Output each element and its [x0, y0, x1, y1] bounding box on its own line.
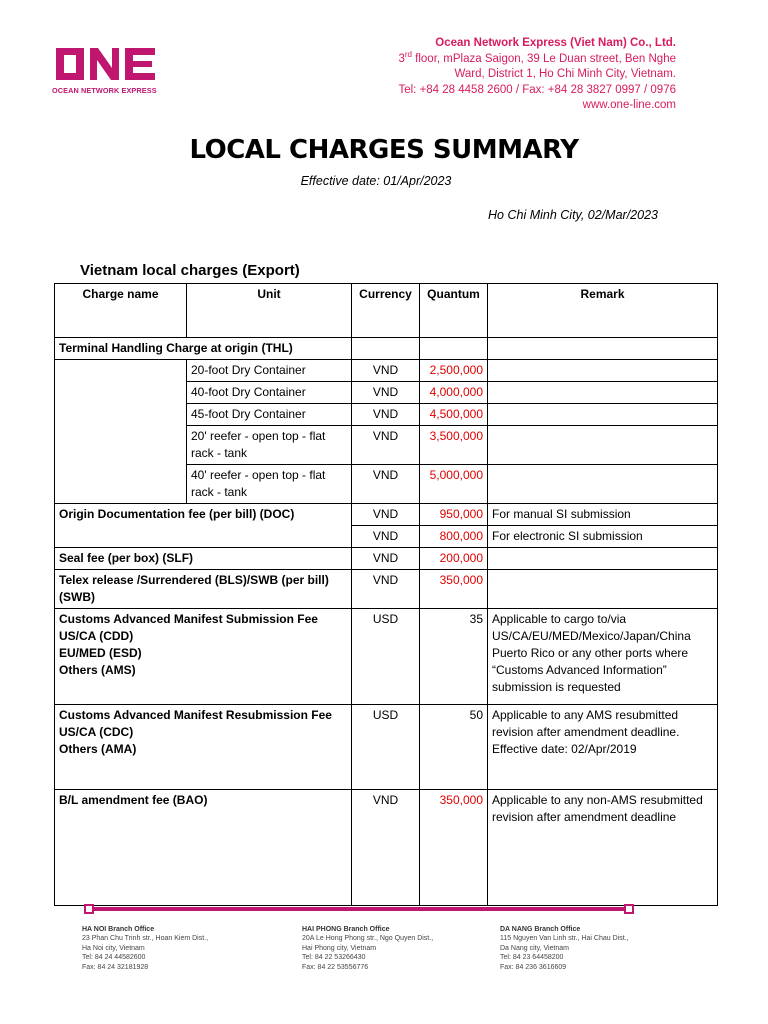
company-address-line2: Ward, District 1, Ho Chi Minh City, Vietnam. — [454, 68, 676, 81]
page-title: LOCAL CHARGES SUMMARY — [189, 135, 579, 165]
quantum-cell: 50 — [420, 705, 488, 790]
quantum-cell: 35 — [420, 609, 488, 705]
remark-cell — [488, 548, 718, 570]
currency-cell: VND — [352, 382, 420, 404]
footer-divider — [84, 904, 634, 913]
office-hanoi — [82, 925, 208, 972]
office-tel: Tel: 84 22 53266430 — [302, 954, 366, 962]
quantum-cell: 350,000 — [420, 570, 488, 609]
office-danang — [500, 925, 629, 972]
company-address-line1 — [398, 49, 676, 68]
header-remark: Remark — [488, 284, 718, 338]
office-name: HA NOI Branch Office — [82, 926, 155, 933]
charge-name: Terminal Handling Charge at origin (THL) — [55, 338, 352, 360]
address-text: floor, mPlaza Saigon, 39 Le Duan street, Ben Nghe — [411, 52, 676, 65]
currency-cell: VND — [352, 360, 420, 382]
currency-cell: VND — [352, 404, 420, 426]
quantum-cell: 2,500,000 — [420, 360, 488, 382]
footer-line — [94, 907, 624, 911]
quantum-cell: 5,000,000 — [420, 465, 488, 504]
table-row — [55, 504, 718, 526]
table-row — [55, 790, 718, 906]
remark-cell — [488, 426, 718, 465]
unit-cell: 40-foot Dry Container — [187, 382, 352, 404]
company-logo — [52, 44, 160, 95]
table-row — [55, 609, 718, 705]
charge-name: Seal fee (per box) (SLF) — [55, 548, 352, 570]
charge-name — [55, 705, 352, 790]
office-city: Hai Phong city, Vietnam — [302, 944, 377, 952]
footer-square-left — [84, 904, 94, 914]
quantum-cell: 3,500,000 — [420, 426, 488, 465]
office-name: DA NANG Branch Office — [500, 926, 581, 933]
unit-cell: 40' reefer - open top - flat rack - tank — [187, 465, 352, 504]
office-name: HAI PHONG Branch Office — [302, 926, 390, 933]
charge-name: B/L amendment fee (BAO) — [55, 790, 352, 906]
remark-cell — [488, 382, 718, 404]
header-charge-name: Charge name — [55, 284, 187, 338]
remark-cell: For manual SI submission — [488, 504, 718, 526]
quantum-cell: 4,500,000 — [420, 404, 488, 426]
currency-cell: USD — [352, 705, 420, 790]
office-tel: Tel: 84 23 64458200 — [500, 954, 564, 962]
charge-subcode: EU/MED (ESD) — [59, 646, 142, 660]
charge-subcode: US/CA (CDD) — [59, 629, 134, 643]
section-title: Vietnam local charges (Export) — [80, 262, 300, 279]
one-logo-mark — [52, 44, 158, 84]
currency-cell: VND — [352, 465, 420, 504]
table-row — [55, 570, 718, 609]
remark-cell: For electronic SI submission — [488, 526, 718, 548]
effective-date: Effective date: 01/Apr/2023 — [300, 174, 452, 188]
header-unit: Unit — [187, 284, 352, 338]
table-header-row — [55, 284, 718, 338]
floor-suffix: rd — [404, 49, 412, 59]
remark-cell: Applicable to any AMS resubmitted revision after amendment deadline. Effective date: 02/Apr/2019 — [488, 705, 718, 790]
currency-cell: VND — [352, 790, 420, 906]
currency-cell: VND — [352, 570, 420, 609]
office-address: 115 Nguyen Van Linh str., Hai Chau Dist., — [500, 935, 629, 943]
company-website[interactable]: www.one-line.com — [582, 99, 676, 112]
remark-cell — [488, 404, 718, 426]
footer-square-right — [624, 904, 634, 914]
office-address: 20A Le Hong Phong str., Ngo Quyen Dist., — [302, 935, 434, 943]
table-row — [55, 705, 718, 790]
currency-cell: VND — [352, 426, 420, 465]
charge-name: Origin Documentation fee (per bill) (DOC) — [55, 504, 352, 548]
table-row — [55, 338, 718, 360]
remark-cell: Applicable to any non-AMS resubmitted revision after amendment deadline — [488, 790, 718, 906]
remark-cell — [488, 360, 718, 382]
currency-cell: USD — [352, 609, 420, 705]
company-phone: Tel: +84 28 4458 2600 / Fax: +84 28 3827 0997 / 0976 — [398, 83, 676, 96]
office-fax: Fax: 84 22 53556776 — [302, 963, 369, 971]
remark-cell: Applicable to cargo to/via US/CA/EU/MED/Mexico/Japan/China Puerto Rico or any other ports where “Customs Advanced Information” submission is requested — [488, 609, 718, 705]
dateline: Ho Chi Minh City, 02/Mar/2023 — [488, 208, 658, 222]
remark-cell — [488, 338, 718, 360]
quantum-cell: 950,000 — [420, 504, 488, 526]
table-row — [55, 360, 718, 382]
logo-subtitle: OCEAN NETWORK EXPRESS — [52, 86, 157, 95]
floor-number: 3 — [398, 52, 405, 65]
charge-subcode: Others (AMS) — [59, 663, 136, 677]
unit-cell: 20' reefer - open top - flat rack - tank — [187, 426, 352, 465]
office-fax: Fax: 84 236 3616609 — [500, 963, 567, 971]
quantum-cell: 350,000 — [420, 790, 488, 906]
currency-cell: VND — [352, 548, 420, 570]
currency-cell — [352, 338, 420, 360]
charges-table — [54, 283, 718, 906]
company-header — [398, 36, 676, 114]
header-quantum: Quantum — [420, 284, 488, 338]
office-city: Ha Noi city, Vietnam — [82, 944, 145, 952]
office-city: Da Nang city, Vietnam — [500, 944, 569, 952]
office-tel: Tel: 84 24 44582600 — [82, 954, 146, 962]
remark-cell — [488, 570, 718, 609]
currency-cell: VND — [352, 504, 420, 526]
quantum-cell: 4,000,000 — [420, 382, 488, 404]
quantum-cell — [420, 338, 488, 360]
remark-cell — [488, 465, 718, 504]
office-fax: Fax: 84 24 32181928 — [82, 963, 149, 971]
charge-name: Telex release /Surrendered (BLS)/SWB (per bill) (SWB) — [55, 570, 352, 609]
charge-subcode: US/CA (CDC) — [59, 725, 134, 739]
quantum-cell: 200,000 — [420, 548, 488, 570]
charge-name-empty — [55, 360, 187, 504]
header-currency: Currency — [352, 284, 420, 338]
charge-title: Customs Advanced Manifest Resubmission Fee — [59, 708, 332, 722]
quantum-cell: 800,000 — [420, 526, 488, 548]
unit-cell: 20-foot Dry Container — [187, 360, 352, 382]
unit-cell: 45-foot Dry Container — [187, 404, 352, 426]
office-address: 23 Phan Chu Trinh str., Hoan Kiem Dist., — [82, 935, 209, 943]
charge-name — [55, 609, 352, 705]
currency-cell: VND — [352, 526, 420, 548]
table-row — [55, 548, 718, 570]
office-haiphong — [302, 925, 433, 972]
charge-title: Customs Advanced Manifest Submission Fee — [59, 612, 318, 626]
charge-subcode: Others (AMA) — [59, 742, 137, 756]
company-name: Ocean Network Express (Viet Nam) Co., Ltd. — [435, 37, 676, 49]
